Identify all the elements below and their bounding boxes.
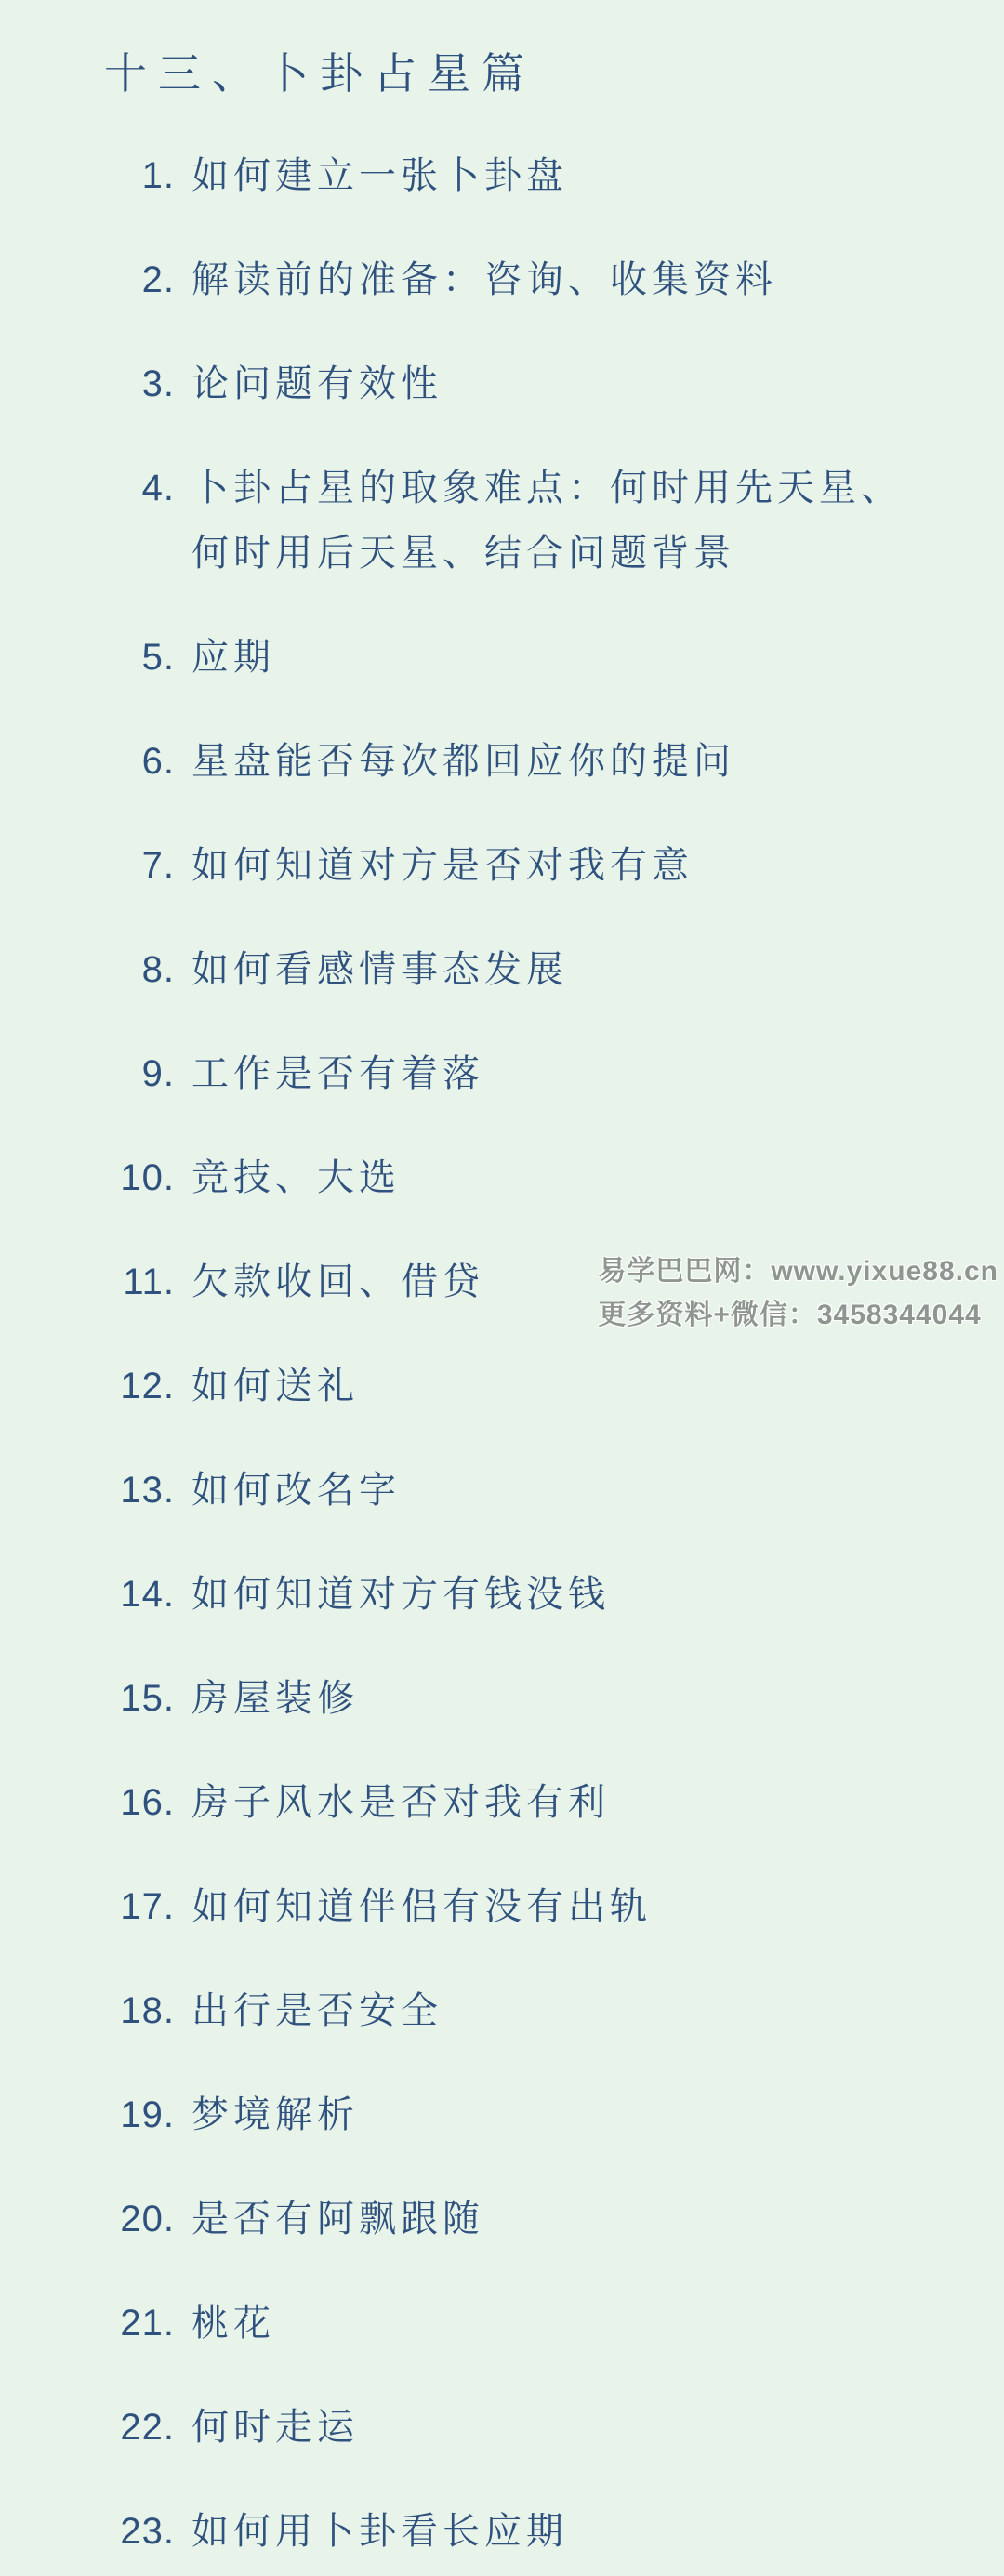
item-text: [192, 351, 980, 416]
item-number: 5.: [141, 637, 175, 678]
item-number: 6.: [141, 741, 175, 782]
item-text-line: 房子风水是否对我有利: [192, 1782, 610, 1823]
item-text: [192, 1978, 980, 2043]
watermark: [598, 1249, 998, 1337]
item-number: 9.: [141, 1053, 175, 1094]
item-number: 12.: [120, 1366, 175, 1407]
list-item: [52, 1666, 980, 1731]
item-text-line: 星盘能否每次都回应你的提问: [192, 741, 735, 782]
item-number: 22.: [120, 2407, 175, 2448]
item-text: [192, 2395, 980, 2460]
item-number: 10.: [120, 1157, 175, 1198]
item-text: [192, 1354, 980, 1419]
item-text-line: 卜卦占星的取象难点：何时用先天星、: [192, 468, 903, 509]
item-text-line: 欠款收回、借贷: [192, 1262, 484, 1302]
item-text-line: 何时用后天星、结合问题背景: [192, 533, 735, 574]
item-text-line: 是否有阿飘跟随: [192, 2199, 484, 2239]
list-item: [52, 1770, 980, 1835]
item-text-line: 工作是否有着落: [192, 1053, 484, 1094]
item-text-line: 论问题有效性: [192, 363, 443, 404]
page-title: 十三、卜卦占星篇: [104, 49, 535, 98]
item-text-line: 如何知道伴侣有没有出轨: [192, 1886, 652, 1927]
item-text: [192, 625, 980, 690]
item-text-line: 如何知道对方有钱没钱: [192, 1574, 610, 1615]
list-item: [52, 2291, 980, 2356]
item-text-line: 解读前的准备：咨询、收集资料: [192, 259, 777, 300]
item-number: 13.: [120, 1470, 175, 1511]
list-item: [52, 2499, 980, 2564]
item-number: 21.: [120, 2303, 175, 2344]
watermark-line-1: 易学巴巴网：www.yixue88.cn: [598, 1256, 998, 1287]
list-item: [52, 1458, 980, 1523]
watermark-line-2: 更多资料+微信：3458344044: [598, 1300, 982, 1330]
item-number: 15.: [120, 1678, 175, 1719]
item-number: 11.: [123, 1262, 175, 1302]
toc-list: [0, 143, 1004, 2564]
list-item: [52, 1041, 980, 1106]
item-number: 14.: [120, 1574, 175, 1615]
item-text-line: 如何知道对方是否对我有意: [192, 845, 694, 886]
list-item: [52, 456, 980, 586]
item-text: [192, 833, 980, 898]
item-text-line: 出行是否安全: [192, 1990, 443, 2031]
list-item: [52, 729, 980, 794]
item-text: [192, 2291, 980, 2356]
item-number: 17.: [120, 1886, 175, 1927]
list-item: [52, 2082, 980, 2147]
list-item: [52, 833, 980, 898]
item-text: [192, 2186, 980, 2252]
list-item: [52, 937, 980, 1002]
item-text: [192, 1874, 980, 1939]
item-text-line: 何时走运: [192, 2407, 359, 2448]
item-text: [192, 143, 980, 208]
item-number: 4.: [141, 468, 175, 509]
item-text: [192, 1562, 980, 1627]
item-text-line: 应期: [192, 637, 275, 678]
item-text: [192, 1666, 980, 1731]
item-text-line: 如何送礼: [192, 1366, 359, 1407]
list-item: [52, 2395, 980, 2460]
item-number: 19.: [120, 2094, 175, 2135]
item-text-line: 桃花: [192, 2303, 275, 2344]
item-number: 18.: [120, 1990, 175, 2031]
list-item: [52, 2186, 980, 2252]
item-text: [192, 937, 980, 1002]
list-item: [52, 351, 980, 416]
item-text-line: 梦境解析: [192, 2094, 359, 2135]
item-text: [192, 247, 980, 312]
item-number: 3.: [141, 363, 175, 404]
list-item: [52, 1145, 980, 1210]
item-number: 7.: [141, 845, 175, 886]
item-text: [192, 1041, 980, 1106]
item-text-line: 竞技、大选: [192, 1157, 401, 1198]
item-text-line: 如何建立一张卜卦盘: [192, 155, 568, 196]
item-text: [192, 1770, 980, 1835]
item-text-line: 如何改名字: [192, 1470, 401, 1511]
item-text-line: 房屋装修: [192, 1678, 359, 1719]
item-number: 8.: [141, 949, 175, 990]
item-text: [192, 729, 980, 794]
list-item: [52, 625, 980, 690]
item-text: [192, 456, 980, 586]
item-text-line: 如何看感情事态发展: [192, 949, 568, 990]
item-text: [192, 1145, 980, 1210]
item-number: 16.: [120, 1782, 175, 1823]
list-item: [52, 247, 980, 312]
item-number: 1.: [141, 155, 175, 196]
item-number: 2.: [141, 259, 175, 300]
list-item: [52, 1354, 980, 1419]
item-text: [192, 2082, 980, 2147]
item-text: [192, 2499, 980, 2564]
list-item: [52, 1874, 980, 1939]
list-item: [52, 1978, 980, 2043]
item-text-line: 如何用卜卦看长应期: [192, 2511, 568, 2552]
item-number: 23.: [120, 2511, 175, 2552]
list-item: [52, 1562, 980, 1627]
list-item: [52, 143, 980, 208]
item-text: [192, 1458, 980, 1523]
item-number: 20.: [120, 2199, 175, 2239]
